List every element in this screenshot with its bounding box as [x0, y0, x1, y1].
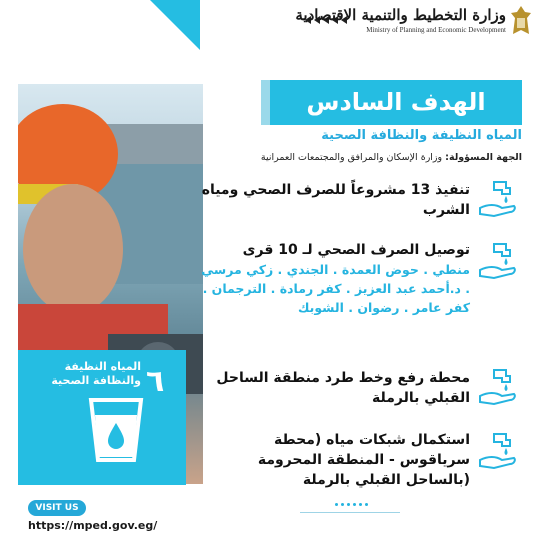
goal-title: الهدف السادس [306, 88, 486, 116]
item-text: استكمال شبكات مياه (محطة سرياقوس - المنطقة المحرومة (بالساحل القبلي بالرملة [257, 432, 470, 488]
item-1 [200, 180, 470, 220]
water-tap-hand-icon [476, 366, 518, 408]
sdg-number: ٦ [146, 364, 165, 399]
ministry-name-english: Ministry of Planning and Economic Development [366, 26, 506, 34]
water-tap-hand-icon [476, 240, 518, 282]
ministry-logo-text [295, 6, 506, 34]
water-glass-icon [86, 395, 146, 465]
egypt-eagle-emblem-icon [508, 4, 534, 38]
item-text: توصيل الصرف الصحي لـ 10 قرى [242, 242, 470, 258]
village-list: منطي . حوض العمدة . الجندي . زكي مرسي . د.أحمد عبد العزيز . كفر رمادة . الترجمان . كفر عامر . رضوان . الشوبك [201, 262, 470, 315]
item-3 [200, 368, 470, 408]
visit-us-button[interactable]: VISIT US [28, 500, 86, 516]
banner-edge [261, 80, 270, 125]
divider-line [300, 512, 400, 513]
item-4 [200, 430, 470, 490]
website-link[interactable]: https://mped.gov.eg/ [28, 519, 158, 532]
water-tap-hand-icon [476, 430, 518, 472]
item-text: تنفيذ 13 مشروعاً للصرف الصحي ومياه الشرب [201, 182, 470, 218]
ministry-name-arabic: وزارة التخطيط والتنمية الاقتصادية [295, 6, 506, 24]
header-accent-shape [0, 0, 200, 50]
item-text: محطة رفع وخط طرد منطقة الساحل القبلي بالرملة [216, 370, 470, 406]
responsible-entity [261, 152, 522, 163]
decorative-dots [335, 503, 368, 506]
item-2 [200, 240, 470, 317]
responsible-label: الجهة المسؤولة: [445, 152, 522, 163]
goal-subtitle: المياه النظيفة والنظافة الصحية [321, 128, 522, 143]
responsible-value: وزارة الإسكان والمرافق والمجتمعات العمرانية [260, 152, 443, 163]
sdg-title: المياه النظيفة والنظافة الصحية [51, 360, 141, 387]
water-tap-hand-icon [476, 178, 518, 220]
